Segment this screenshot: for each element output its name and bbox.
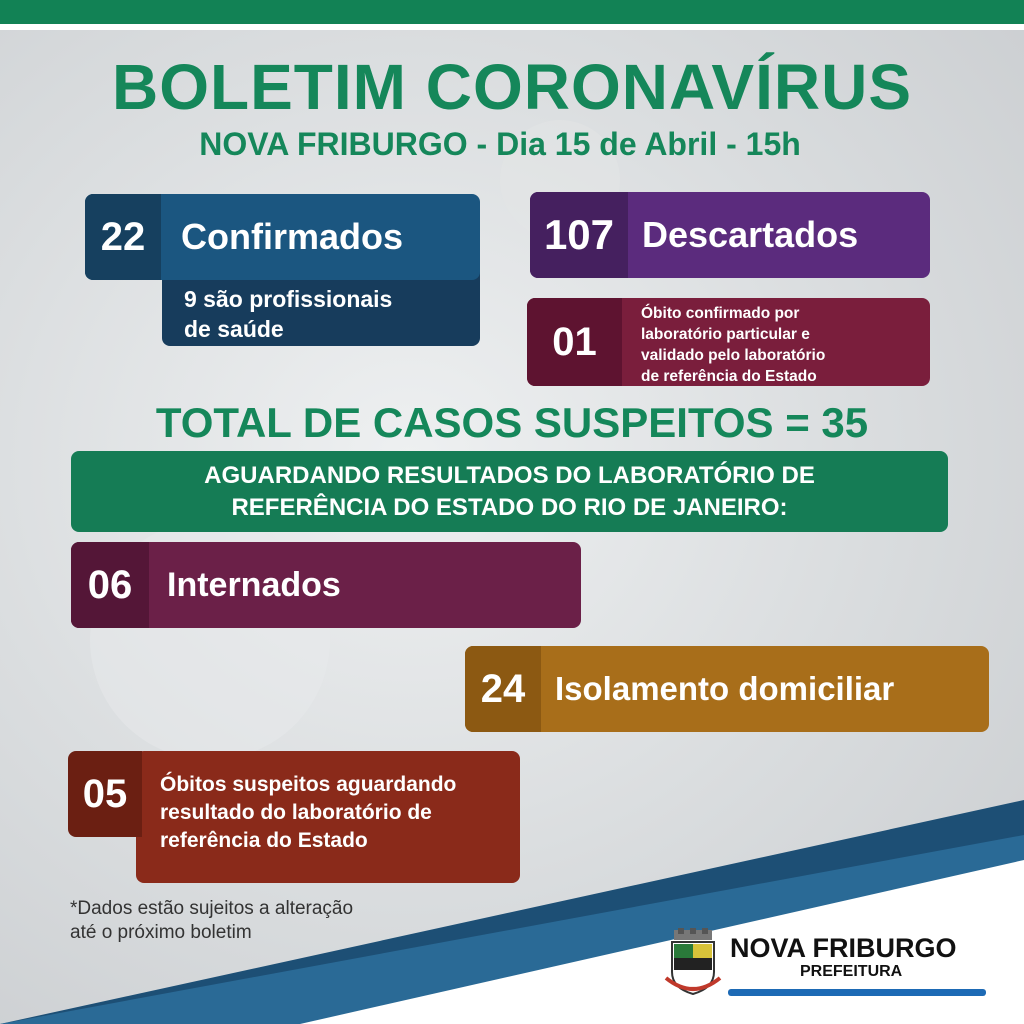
death-confirmed-number: 01 bbox=[527, 298, 622, 386]
logo-name: NOVA FRIBURGO bbox=[730, 933, 957, 963]
awaiting-line1: AGUARDANDO RESULTADOS DO LABORATÓRIO DE bbox=[204, 462, 815, 489]
suspected-deaths-line2: resultado do laboratório de bbox=[160, 801, 432, 824]
disclaimer bbox=[70, 897, 353, 945]
logo-underline bbox=[728, 989, 986, 996]
confirmed-note-line2: de saúde bbox=[184, 316, 284, 342]
top-green-bar bbox=[0, 0, 1024, 24]
suspected-deaths-text-box bbox=[136, 751, 520, 883]
total-suspected: TOTAL DE CASOS SUSPEITOS = 35 bbox=[155, 399, 869, 446]
logo-subtitle: PREFEITURA bbox=[800, 963, 903, 980]
suspected-deaths-line3: referência do Estado bbox=[160, 829, 368, 852]
awaiting-banner bbox=[71, 451, 948, 532]
page-subtitle: NOVA FRIBURGO - Dia 15 de Abril - 15h bbox=[199, 126, 801, 162]
death-confirmed-box bbox=[527, 298, 930, 386]
page-title: BOLETIM CORONAVÍRUS bbox=[111, 51, 913, 123]
suspected-deaths-number: 05 bbox=[68, 751, 142, 837]
city-coat-of-arms-icon bbox=[664, 928, 722, 1000]
death-confirmed-text bbox=[641, 303, 825, 387]
death-confirmed-line1: Óbito confirmado por bbox=[641, 305, 800, 322]
death-confirmed-line2: laboratório particular e bbox=[641, 326, 810, 343]
hospitalized-label: Internados bbox=[167, 565, 341, 604]
discarded-box bbox=[530, 192, 930, 278]
confirmed-box bbox=[85, 194, 480, 280]
confirmed-note-line1: 9 são profissionais bbox=[184, 286, 393, 312]
death-confirmed-line4: de referência do Estado bbox=[641, 368, 817, 385]
home-isolation-number: 24 bbox=[465, 646, 541, 732]
confirmed-label: Confirmados bbox=[181, 216, 404, 257]
death-confirmed-line3: validado pelo laboratório bbox=[641, 347, 826, 364]
awaiting-line2: REFERÊNCIA DO ESTADO DO RIO DE JANEIRO: bbox=[231, 494, 788, 521]
home-isolation-label: Isolamento domiciliar bbox=[555, 670, 895, 707]
discarded-number: 107 bbox=[530, 192, 628, 278]
hospitalized-number: 06 bbox=[71, 542, 149, 628]
suspected-deaths-text bbox=[160, 771, 456, 855]
disclaimer-line2: até o próximo boletim bbox=[70, 922, 252, 943]
hospitalized-box bbox=[71, 542, 581, 628]
top-white-line bbox=[0, 24, 1024, 30]
confirmed-number: 22 bbox=[85, 194, 161, 280]
discarded-label: Descartados bbox=[642, 214, 859, 255]
suspected-deaths-line1: Óbitos suspeitos aguardando bbox=[160, 773, 457, 796]
disclaimer-line1: *Dados estão sujeitos a alteração bbox=[70, 898, 354, 919]
home-isolation-box bbox=[465, 646, 989, 732]
